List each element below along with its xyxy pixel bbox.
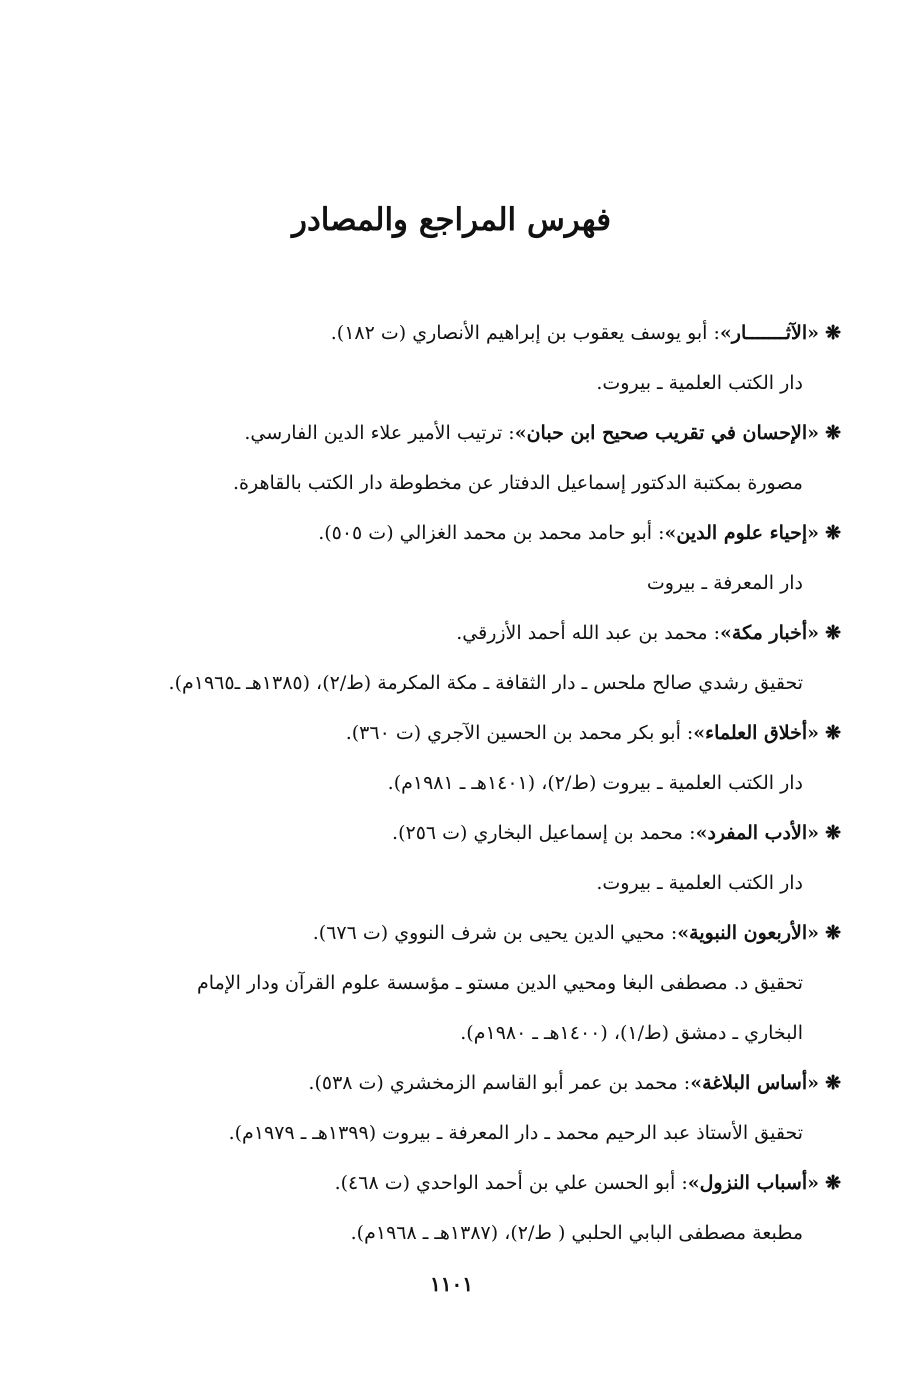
author-info: : أبو يوسف يعقوب بن إبراهيم الأنصاري (ت ١٨٢).	[330, 322, 720, 344]
reference-entry	[41, 708, 841, 758]
author-info: : أبو بكر محمد بن الحسين الآجري (ت ٣٦٠).	[345, 722, 694, 744]
publication-details: مطبعة مصطفى البابي الحلبي ( ط/٢)، (١٣٨٧هـ ـ ١٩٦٨م).	[350, 1222, 803, 1244]
reference-entry	[41, 1058, 841, 1108]
author-info: : ترتيب الأمير علاء الدين الفارسي.	[244, 422, 515, 444]
publication-details: دار المعرفة ـ بيروت	[646, 572, 803, 594]
book-title: «أخلاق العلماء»	[693, 722, 819, 744]
star-bullet-icon: ❋	[825, 322, 841, 344]
book-title: «الآثـــــــار»	[719, 322, 819, 344]
book-title: «أسباب النزول»	[687, 1172, 819, 1194]
reference-entry	[41, 308, 841, 358]
star-bullet-icon: ❋	[825, 822, 841, 844]
author-info: : أبو الحسن علي بن أحمد الواحدي (ت ٤٦٨).	[334, 1172, 688, 1194]
publication-details: دار الكتب العلمية ـ بيروت (ط/٢)، (١٤٠١هـ ـ ١٩٨١م).	[387, 772, 803, 794]
reference-entry	[41, 408, 841, 458]
author-info: : محيي الدين يحيى بن شرف النووي (ت ٦٧٦).	[312, 922, 678, 944]
reference-entry	[41, 608, 841, 658]
reference-entry	[41, 908, 841, 958]
star-bullet-icon: ❋	[825, 622, 841, 644]
reference-entry	[41, 1158, 841, 1208]
page-title: فهرس المراجع والمصادر	[291, 202, 612, 238]
publication-details: مصورة بمكتبة الدكتور إسماعيل الدفتار عن مخطوطة دار الكتب بالقاهرة.	[232, 472, 803, 494]
star-bullet-icon: ❋	[825, 422, 841, 444]
author-info: : أبو حامد محمد بن محمد الغزالي (ت ٥٠٥).	[318, 522, 665, 544]
reference-entry	[41, 808, 841, 858]
star-bullet-icon: ❋	[825, 1172, 841, 1194]
publication-details-continued: البخاري ـ دمشق (ط/١)، (١٤٠٠هـ ـ ١٩٨٠م).	[460, 1022, 803, 1044]
book-title: «أخبار مكة»	[720, 622, 819, 644]
publication-details: تحقيق الأستاذ عبد الرحيم محمد ـ دار المعرفة ـ بيروت (١٣٩٩هـ ـ ١٩٧٩م).	[228, 1122, 803, 1144]
references-list	[41, 308, 841, 1258]
book-title: «الأربعون النبوية»	[677, 922, 819, 944]
book-title: «أساس البلاغة»	[690, 1072, 819, 1094]
star-bullet-icon: ❋	[825, 522, 841, 544]
publication-details: تحقيق رشدي صالح ملحس ـ دار الثقافة ـ مكة المكرمة (ط/٢)، (١٣٨٥هـ ـ١٩٦٥م).	[168, 672, 803, 694]
author-info: : محمد بن إسماعيل البخاري (ت ٢٥٦).	[392, 822, 696, 844]
page-number: ١١٠١	[430, 1272, 473, 1296]
book-title: «إحياء علوم الدين»	[664, 522, 819, 544]
star-bullet-icon: ❋	[825, 922, 841, 944]
star-bullet-icon: ❋	[825, 722, 841, 744]
book-title: «الأدب المفرد»	[695, 822, 819, 844]
reference-entry	[41, 508, 841, 558]
author-info: : محمد بن عبد الله أحمد الأزرقي.	[456, 622, 721, 644]
star-bullet-icon: ❋	[825, 1072, 841, 1094]
publication-details: تحقيق د. مصطفى البغا ومحيي الدين مستو ـ مؤسسة علوم القرآن ودار الإمام	[197, 972, 803, 994]
publication-details: دار الكتب العلمية ـ بيروت.	[596, 372, 803, 394]
author-info: : محمد بن عمر أبو القاسم الزمخشري (ت ٥٣٨).	[308, 1072, 691, 1094]
publication-details: دار الكتب العلمية ـ بيروت.	[596, 872, 803, 894]
book-title: «الإحسان في تقريب صحيح ابن حبان»	[514, 422, 819, 444]
